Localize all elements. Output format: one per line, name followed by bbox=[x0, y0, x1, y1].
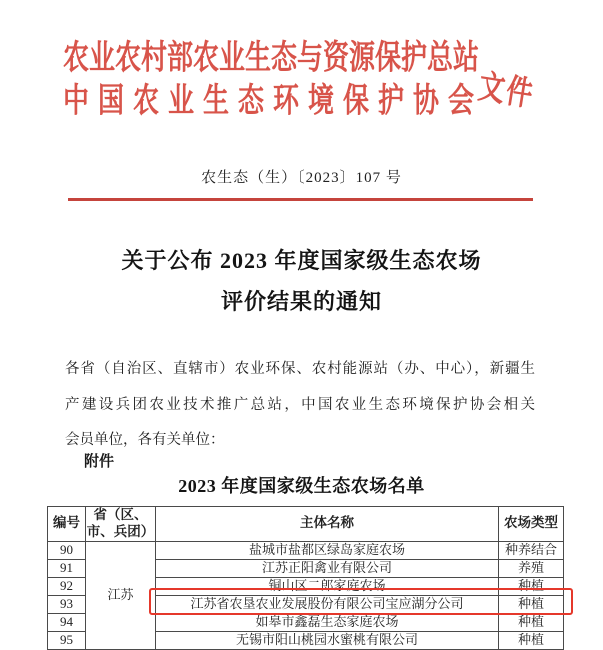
table-header-row bbox=[48, 507, 564, 542]
letterhead-doc-word: 文件 bbox=[475, 67, 538, 114]
cell-name: 盐城市盐都区绿岛家庭农场 bbox=[156, 541, 499, 559]
body-line1: 各省（自治区、直辖市）农业环保、农村能源站（办、中心），新疆生 bbox=[65, 361, 535, 377]
red-divider-rule bbox=[68, 198, 533, 201]
cell-id: 94 bbox=[48, 613, 86, 631]
document-title-line1: 关于公布 2023 年度国家级生态农场 bbox=[121, 248, 482, 273]
letterhead bbox=[63, 36, 483, 122]
table-title: 2023 年度国家级生态农场名单 bbox=[178, 476, 425, 496]
cell-id: 92 bbox=[48, 577, 86, 595]
letterhead-line2: 中国农业生态环境保护协会 bbox=[63, 81, 484, 120]
header-type: 农场类型 bbox=[499, 507, 564, 542]
cell-type: 种养结合 bbox=[499, 541, 564, 559]
header-name: 主体名称 bbox=[156, 507, 499, 542]
cell-type: 种植 bbox=[499, 595, 564, 613]
cell-id: 91 bbox=[48, 559, 86, 577]
cell-name: 铜山区二郎家庭农场 bbox=[156, 577, 499, 595]
cell-name: 江苏省农垦农业发展股份有限公司宝应湖分公司 bbox=[156, 595, 499, 613]
cell-type: 养殖 bbox=[499, 559, 564, 577]
header-province-line2: 市、兵团） bbox=[86, 523, 155, 539]
cell-name: 无锡市阳山桃园水蜜桃有限公司 bbox=[156, 631, 499, 649]
cell-id: 90 bbox=[48, 541, 86, 559]
attachment-label: 附件 bbox=[84, 453, 115, 470]
header-id: 编号 bbox=[48, 507, 86, 542]
header-province bbox=[86, 507, 156, 542]
cell-name: 江苏正阳禽业有限公司 bbox=[156, 559, 499, 577]
body-line3: 会员单位，各有关单位： bbox=[65, 432, 225, 448]
document-number: 农生态（生）〔2023〕107 号 bbox=[201, 170, 402, 186]
cell-type: 种植 bbox=[499, 577, 564, 595]
cell-type: 种植 bbox=[499, 613, 564, 631]
header-province-line1: 省（区、 bbox=[93, 507, 148, 522]
cell-province: 江苏 bbox=[86, 541, 156, 649]
cell-id: 93 bbox=[48, 595, 86, 613]
cell-id: 95 bbox=[48, 631, 86, 649]
cell-type: 种植 bbox=[499, 631, 564, 649]
document-title bbox=[0, 240, 603, 322]
cell-name: 如皋市鑫磊生态家庭农场 bbox=[156, 613, 499, 631]
body-line2: 产建设兵团农业技术推广总站，中国农业生态环境保护协会相关 bbox=[65, 396, 535, 413]
body-paragraph bbox=[65, 352, 535, 459]
letterhead-line1: 农业农村部农业生态与资源保护总站 bbox=[63, 38, 480, 77]
table-row bbox=[48, 541, 564, 559]
document-title-line2: 评价结果的通知 bbox=[220, 289, 382, 314]
eco-farm-table bbox=[47, 506, 564, 650]
